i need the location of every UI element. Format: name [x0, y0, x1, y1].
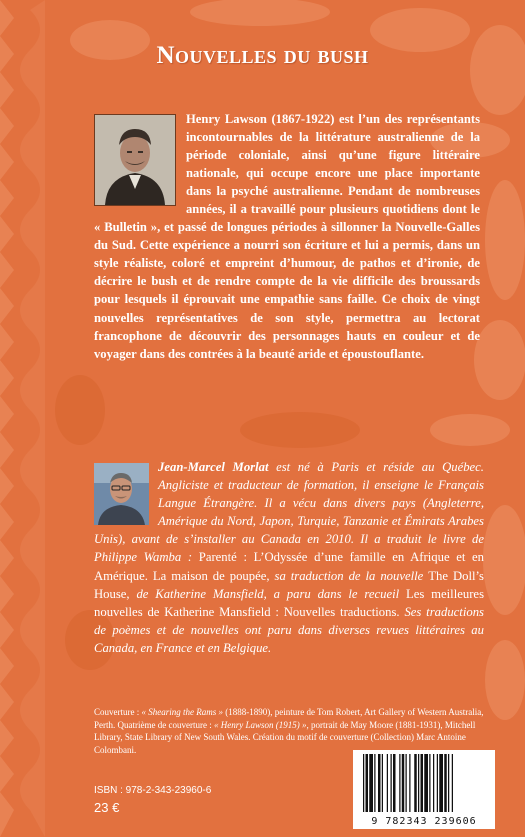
barcode-bar — [402, 754, 405, 812]
translator-bio — [94, 458, 484, 657]
barcode-digits: 9 782343 239606 — [371, 816, 477, 827]
barcode-bar — [393, 754, 396, 812]
story-title: The Doll’s House, — [94, 568, 484, 601]
credits-painting-title: « Shearing the Rams » — [141, 707, 223, 717]
cover-credits — [94, 706, 494, 756]
translator-name: Jean-Marcel Morlat — [158, 460, 269, 474]
isbn: ISBN : 978-2-343-23960-6 — [94, 785, 212, 796]
translated-book-title: Parenté : L’Odyssée d’une famille en Afrique et en Amérique. La maison de poupée, — [94, 550, 485, 583]
barcode-bar — [439, 754, 443, 812]
barcode-bars — [359, 754, 489, 812]
price: 23 € — [94, 800, 120, 815]
barcode-bar — [444, 754, 447, 812]
barcode-bar — [433, 754, 434, 812]
credits-part-1: Couverture : — [94, 707, 142, 717]
barcode-bar — [409, 754, 410, 812]
barcode-bar — [452, 754, 453, 812]
collection-title: Les meilleures nouvelles de Katherine Mansfield : Nouvelles traductions. — [94, 586, 485, 619]
translator-bio-part-4: Ses traductions de poèmes et de nouvelles ont paru dans diverses revues littéraires au Canada, en France et en Belgique. — [94, 604, 484, 655]
credits-part-3: , portrait de May Moore (1881-1931), Mitchell Library, State Library of New South Wales. Création du motif de couverture (Collection) Marc Antoine Colombani. — [94, 719, 476, 755]
barcode-bar — [382, 754, 383, 812]
translator-portrait — [94, 463, 149, 525]
credits-portrait-title: « Henry Lawson (1915) » — [213, 719, 307, 730]
barcode-bar — [421, 754, 424, 812]
barcode-bar — [448, 754, 449, 812]
translator-bio-part-3: de Katherine Mansfield, a paru dans le recueil — [136, 586, 406, 601]
book-title: Nouvelles du bush — [156, 42, 369, 69]
barcode-bar — [424, 754, 428, 812]
barcode-bar — [418, 754, 419, 812]
barcode-bar — [437, 754, 438, 812]
barcode-bar — [378, 754, 381, 812]
credits-part-2: (1888-1890), peinture de Tom Robert, Art Gallery of Western Australia, Perth. Quatrième de couverture : — [94, 707, 484, 730]
translator-bio-part-1: est né à Paris et réside au Québec. Angliciste et traducteur de formation, il enseigne le Français Langue Étrangère. Il a vécu dans divers pays (Angleterre, Amérique du Nord, Japon, Turquie, Tanzanie et Émirats Arabes Unis), avant de s’installer au Canada en 2010. Il a traduit le livre de Philippe Wamba : — [94, 460, 484, 565]
henry-lawson-portrait — [94, 114, 176, 206]
barcode-bar — [366, 754, 369, 812]
barcode-bar — [363, 754, 364, 812]
barcode-bar — [406, 754, 407, 812]
barcode-bar — [369, 754, 373, 812]
barcode-bar — [387, 754, 388, 812]
barcode-bar — [399, 754, 400, 812]
barcode-bar — [391, 754, 392, 812]
bio-paragraph: Henry Lawson (1867-1922) est l’un des représentants incontournables de la littérature australienne de la période coloniale, ainsi qu’une figure littéraire nationale, qui occupe encore une place importante dans la psyché australienne. Pendant de nombreuses années, il a travaillé pour plusieurs quotidiens dont le « Bulletin », et passé de longues périodes à sillonner la Nouvelle-Galles du Sud. Cette expérience a nourri son écriture et lui a permis, dans un style réaliste, coloré et empreint d’humour, de pathos et d’ironie, de décrire le bush et de rendre compte de la vie difficile des broussards pour lesquels il éprouvait une empathie sans faille. Ce choix de vingt nouvelles représentatives de son style, permettra au lectorat francophone de découvrir des personnages hauts en couleur et de voyager dans des contrées à la beauté aride et époustouflante. — [94, 112, 480, 361]
author-bio — [94, 110, 480, 363]
barcode-bar — [374, 754, 375, 812]
translator-bio-part-2: sa traduction de la nouvelle — [274, 568, 429, 583]
barcode-bar — [414, 754, 417, 812]
barcode-bar — [429, 754, 430, 812]
barcode — [353, 750, 495, 829]
